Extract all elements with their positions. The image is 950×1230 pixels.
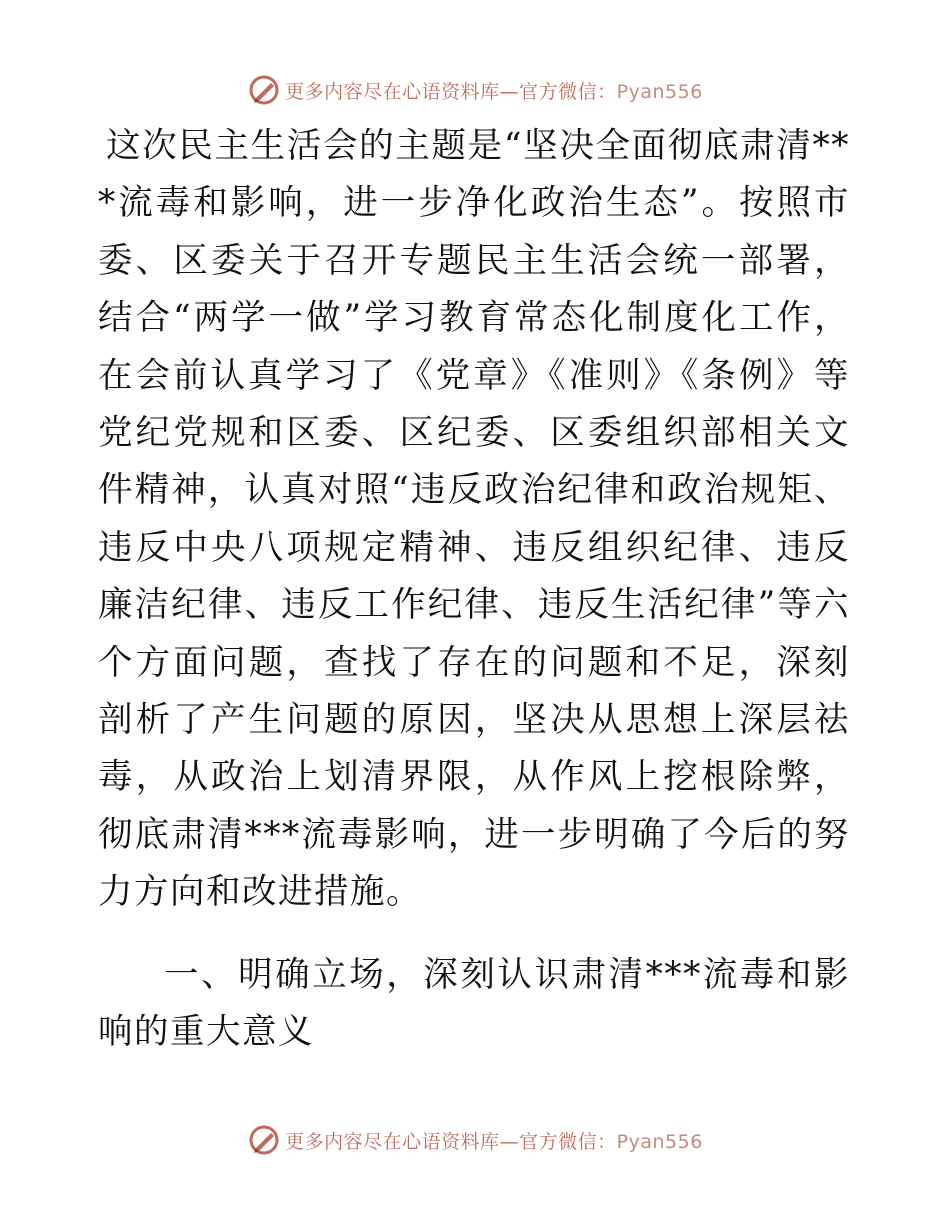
watermark-footer: [0, 1120, 950, 1160]
watermark-wechat-id: Pyan556: [616, 1130, 703, 1153]
pen-logo-icon: [247, 1123, 281, 1157]
document-body: [98, 118, 850, 1062]
pen-logo-icon: [247, 73, 281, 107]
body-paragraph: 这次民主生活会的主题是“坚决全面彻底肃清***流毒和影响，进一步净化政治生态”。按照市委、区委关于召开专题民主生活会统一部署，结合“两学一做”学习教育常态化制度化工作，在会前认真学习了《党章》《准则》《条例》等党纪党规和区委、区纪委、区委组织部相关文件精神，认真对照“违反政治纪律和政治规矩、违反中央八项规定精神、违反组织纪律、违反廉洁纪律、违反工作纪律、违反生活纪律”等六个方面问题，查找了存在的问题和不足，深刻剖析了产生问题的原因，坚决从思想上深层祛毒，从政治上划清界限，从作风上挖根除弊，彻底肃清***流毒影响，进一步明确了今后的努力方向和改进措施。: [98, 126, 850, 913]
watermark-header: [0, 70, 950, 110]
watermark-text: 更多内容尽在心语资料库—官方微信：Pyan556: [285, 80, 703, 103]
watermark-text: 更多内容尽在心语资料库—官方微信：Pyan556: [285, 1130, 703, 1153]
watermark-wechat-id: Pyan556: [616, 80, 703, 103]
section-heading: 一、明确立场，深刻认识肃清***流毒和影响的重大意义: [98, 954, 850, 1053]
